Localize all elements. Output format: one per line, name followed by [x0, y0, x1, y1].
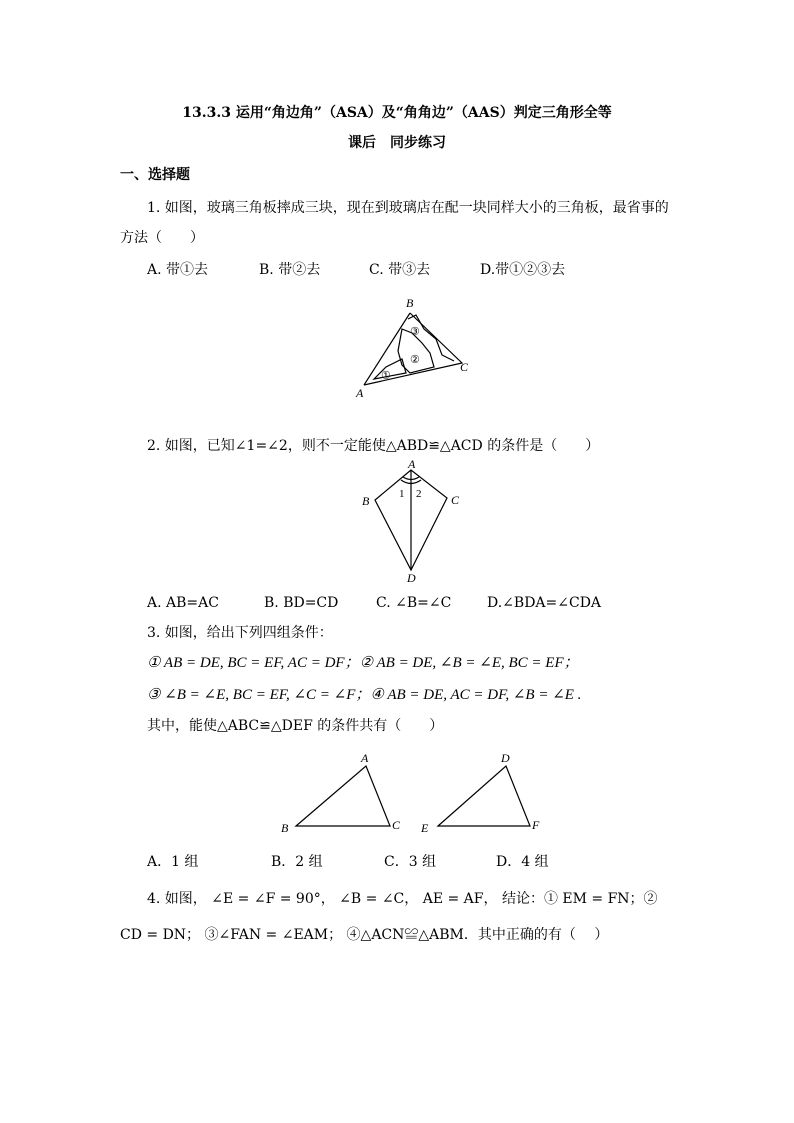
q3-text-question: 其中，能使△ABC≌△DEF 的条件共有（ ）: [147, 718, 444, 734]
q1-label-piece-3: ③: [410, 326, 420, 338]
q3-label-d: D: [501, 751, 510, 765]
page-title: 13.3.3 运用“角边角”（ASA）及“角角边”（AAS）判定三角形全等: [182, 105, 612, 121]
q2-label-angle-1: 1: [399, 488, 405, 500]
q4-text-line1: 4. 如图， ∠E = ∠F = 90°， ∠B = ∠C， AE = AF， 结论：① EM = FN；②: [147, 891, 658, 907]
q1-label-c: C: [460, 360, 469, 374]
q1-label-b: B: [406, 296, 414, 310]
q2-label-b: B: [362, 494, 370, 508]
q1-text-line1: 1. 如图，玻璃三角板摔成三块，现在到玻璃店在配一块同样大小的三角板，最省事的: [147, 200, 669, 216]
q3-option-d: D．4 组: [496, 854, 549, 870]
q3-label-f: F: [532, 818, 540, 832]
q3-label-c: C: [392, 818, 401, 832]
q1-option-b: B. 带②去: [259, 262, 321, 278]
q2-kite-figure: [355, 457, 465, 588]
q3-text-intro: 3. 如图，给出下列四组条件：: [147, 625, 333, 641]
q3-condition-set-1-2: ① AB = DE, BC = EF, AC = DF；② AB = DE, ∠B = ∠E, BC = EF；: [147, 655, 579, 671]
q3-option-b: B．2 组: [271, 854, 323, 870]
q3-label-b: B: [281, 821, 289, 835]
q1-option-a: A. 带①去: [147, 262, 209, 278]
q2-text: 2. 如图，已知∠1=∠2，则不一定能使△ABD≌△ACD 的条件是（ ）: [147, 438, 600, 454]
q3-option-a: A．1 组: [147, 854, 199, 870]
q2-label-angle-2: 2: [416, 488, 422, 500]
q2-label-a: A: [408, 457, 416, 471]
page-subtitle: 课后 同步练习: [348, 135, 446, 151]
q3-condition-set-3-4: ③ ∠B = ∠E, BC = EF, ∠C = ∠F；④ AB = DE, AC = DF, ∠B = ∠E .: [147, 687, 582, 703]
q1-broken-triangle-figure: [350, 295, 480, 400]
q3-option-c: C．3 组: [384, 854, 437, 870]
q1-option-c: C. 带③去: [369, 262, 431, 278]
q4-text-line2: CD = DN； ③∠FAN = ∠EAM； ④△ACN≌△ABM．其中正确的有（ ）: [120, 927, 609, 943]
q1-label-piece-1: ①: [381, 370, 391, 382]
q2-option-a: A. AB=AC: [147, 595, 219, 611]
section-heading: 一、选择题: [120, 167, 190, 183]
q1-label-a: A: [356, 386, 364, 400]
q2-option-c: C. ∠B=∠C: [376, 595, 452, 611]
q2-label-c: C: [451, 493, 460, 507]
q1-text-line2: 方法（ ）: [120, 230, 204, 246]
q3-label-a: A: [361, 751, 369, 765]
q3-two-triangles-figure: [278, 748, 548, 838]
q3-label-e: E: [421, 821, 429, 835]
q1-option-d: D.带①②③去: [480, 262, 566, 278]
q2-option-d: D.∠BDA=∠CDA: [487, 595, 602, 611]
q2-option-b: B. BD=CD: [264, 595, 339, 611]
q1-label-piece-2: ②: [410, 354, 420, 366]
q2-label-d: D: [407, 571, 416, 585]
